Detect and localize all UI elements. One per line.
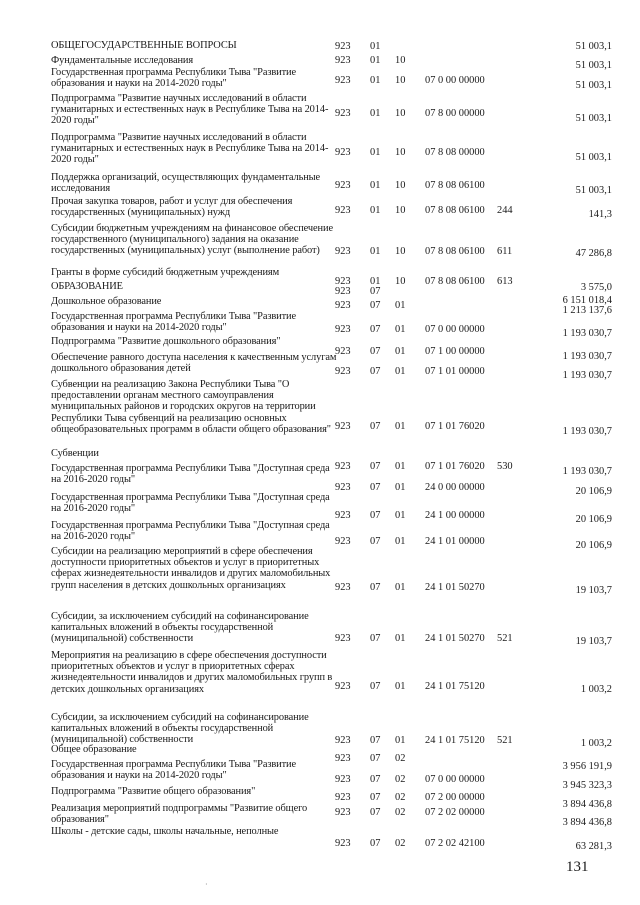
row-amount: 1 003,2 xyxy=(580,684,612,695)
row-code: 923 xyxy=(335,246,351,257)
row-subsection: 10 xyxy=(395,246,406,257)
row-subsection: 10 xyxy=(395,205,406,216)
row-name: Подпрограмма "Развитие общего образования" xyxy=(51,786,256,797)
row-amount: 1 193 030,7 xyxy=(562,351,612,362)
row-amount: 6 151 018,4 xyxy=(562,295,612,306)
row-amount: 1 193 030,7 xyxy=(562,370,612,381)
row-target: 24 1 00 00000 xyxy=(425,510,485,521)
row-code: 923 xyxy=(335,753,351,764)
row-subsection: 01 xyxy=(395,735,406,746)
row-amount: 20 106,9 xyxy=(575,540,612,551)
row-name: Поддержка организаций, осуществляющих фундаментальные исследования xyxy=(51,172,321,195)
row-code: 923 xyxy=(335,366,351,377)
row-subsection: 02 xyxy=(395,774,406,785)
row-target: 07 0 00 00000 xyxy=(425,75,485,86)
row-amount: 3 956 191,9 xyxy=(562,761,612,772)
row-section: 01 xyxy=(370,75,381,86)
row-target: 07 0 00 00000 xyxy=(425,774,485,785)
row-name: Подпрограмма "Развитие научных исследований в области гуманитарных и естественных наук в Республике Тыва на 2014-2020 годы" xyxy=(51,132,329,166)
row-type: 521 xyxy=(497,633,513,644)
row-subsection: 10 xyxy=(395,55,406,66)
row-amount: 141,3 xyxy=(588,209,612,220)
row-amount: 47 286,8 xyxy=(575,248,612,259)
row-code: 923 xyxy=(335,510,351,521)
row-target: 07 1 01 76020 xyxy=(425,421,485,432)
row-section: 07 xyxy=(370,735,381,746)
row-subsection: 01 xyxy=(395,482,406,493)
row-code: 923 xyxy=(335,633,351,644)
row-target: 07 8 08 00000 xyxy=(425,147,485,158)
row-section: 07 xyxy=(370,324,381,335)
row-code: 923 xyxy=(335,807,351,818)
row-type: 530 xyxy=(497,461,513,472)
row-amount: 1 193 030,7 xyxy=(562,426,612,437)
row-type: 244 xyxy=(497,205,513,216)
row-section: 01 xyxy=(370,108,381,119)
row-name: Субсидии бюджетным учреждениям на финансовое обеспечение государственного (муниципального) задания на оказание государственных (муниципальных) услуг (выполнение работ) xyxy=(51,223,333,257)
row-target: 07 8 00 00000 xyxy=(425,108,485,119)
row-name: Прочая закупка товаров, работ и услуг для обеспечения государственных (муниципальных) нужд xyxy=(51,196,293,219)
row-amount: 3 894 436,8 xyxy=(562,799,612,810)
row-target: 24 0 00 00000 xyxy=(425,482,485,493)
row-section: 07 xyxy=(370,807,381,818)
row-amount: 51 003,1 xyxy=(575,185,612,196)
row-name: Государственная программа Республики Тыва "Развитие образования и науки на 2014-2020 годы" xyxy=(51,311,297,334)
row-amount: 1 193 030,7 xyxy=(562,466,612,477)
row-target: 07 8 08 06100 xyxy=(425,180,485,191)
row-amount: 51 003,1 xyxy=(575,80,612,91)
row-target: 24 1 01 75120 xyxy=(425,681,485,692)
row-target: 07 1 01 76020 xyxy=(425,461,485,472)
row-target: 07 0 00 00000 xyxy=(425,324,485,335)
row-code: 923 xyxy=(335,286,351,297)
row-section: 01 xyxy=(370,276,381,287)
row-subsection: 10 xyxy=(395,75,406,86)
row-section: 07 xyxy=(370,633,381,644)
row-section: 01 xyxy=(370,205,381,216)
row-section: 01 xyxy=(370,55,381,66)
row-name: Государственная программа Республики Тыва "Доступная среда на 2016-2020 годы" xyxy=(51,463,330,486)
row-name: Субсидии на реализацию мероприятий в сфере обеспечения доступности приоритетных объектов и услуг в приоритетных сферах жизнедеятельности инвалидов и других маломобильных групп населения в детских дошкольных организациях xyxy=(51,546,331,591)
row-name: Дошкольное образование xyxy=(51,296,162,307)
row-section: 07 xyxy=(370,300,381,311)
row-section: 07 xyxy=(370,753,381,764)
row-amount: 20 106,9 xyxy=(575,514,612,525)
row-target: 07 8 08 06100 xyxy=(425,205,485,216)
row-section: 07 xyxy=(370,838,381,849)
row-target: 24 1 01 00000 xyxy=(425,536,485,547)
row-target: 07 1 00 00000 xyxy=(425,346,485,357)
row-subsection: 10 xyxy=(395,147,406,158)
row-target: 07 8 08 06100 xyxy=(425,246,485,257)
row-amount: 19 103,7 xyxy=(575,636,612,647)
row-target: 24 1 01 75120 xyxy=(425,735,485,746)
row-subsection: 02 xyxy=(395,753,406,764)
row-name: Субсидии, за исключением субсидий на софинансирование капитальных вложений в объекты государственной (муниципальной) собственности xyxy=(51,611,309,645)
row-code: 923 xyxy=(335,300,351,311)
row-amount: 3 945 323,3 xyxy=(562,780,612,791)
row-code: 923 xyxy=(335,276,351,287)
row-type: 611 xyxy=(497,246,513,257)
row-section: 07 xyxy=(370,681,381,692)
row-code: 923 xyxy=(335,346,351,357)
row-subsection: 02 xyxy=(395,838,406,849)
row-section: 01 xyxy=(370,180,381,191)
row-code: 923 xyxy=(335,324,351,335)
row-subsection: 10 xyxy=(395,276,406,287)
row-code: 923 xyxy=(335,792,351,803)
row-amount: 3 575,0 xyxy=(580,282,612,293)
row-subsection: 10 xyxy=(395,180,406,191)
row-subsection: 01 xyxy=(395,346,406,357)
row-name: Фундаментальные исследования xyxy=(51,55,194,66)
row-subsection: 01 xyxy=(395,582,406,593)
row-name: Государственная программа Республики Тыва "Доступная среда на 2016-2020 годы" xyxy=(51,492,330,515)
row-section: 01 xyxy=(370,41,381,52)
row-code: 923 xyxy=(335,75,351,86)
row-code: 923 xyxy=(335,147,351,158)
row-name: Подпрограмма "Развитие дошкольного образования" xyxy=(51,336,281,347)
row-code: 923 xyxy=(335,536,351,547)
row-name: Субвенции xyxy=(51,448,99,459)
row-name: Общее образование xyxy=(51,744,137,755)
row-code: 923 xyxy=(335,482,351,493)
row-name: Мероприятия на реализацию в сфере обеспечения доступности приоритетных объектов и услуг в приоритетных сферах жизнедеятельности инвалидов и других маломобильных групп в детских дошкольных организациях xyxy=(51,650,333,695)
row-amount: 1 213 137,6 xyxy=(562,305,612,316)
row-section: 07 xyxy=(370,510,381,521)
row-section: 07 xyxy=(370,461,381,472)
row-amount: 3 894 436,8 xyxy=(562,817,612,828)
row-section: 07 xyxy=(370,536,381,547)
row-name: Субвенции на реализацию Закона Республики Тыва "О предоставлении органам местного самоуправления муниципальных районов и городских округов на территории Республики Тыва субвенций на реализацию основных общеобразовательных программ в области общего образования" xyxy=(51,379,331,435)
row-target: 07 1 01 00000 xyxy=(425,366,485,377)
row-subsection: 01 xyxy=(395,324,406,335)
row-name: Гранты в форме субсидий бюджетным учреждениям xyxy=(51,267,280,278)
row-target: 07 2 00 00000 xyxy=(425,792,485,803)
row-subsection: 10 xyxy=(395,108,406,119)
row-code: 923 xyxy=(335,421,351,432)
row-subsection: 01 xyxy=(395,536,406,547)
row-code: 923 xyxy=(335,838,351,849)
row-section: 07 xyxy=(370,582,381,593)
row-target: 24 1 01 50270 xyxy=(425,633,485,644)
row-code: 923 xyxy=(335,681,351,692)
row-code: 923 xyxy=(335,774,351,785)
row-name: Государственная программа Республики Тыва "Доступная среда на 2016-2020 годы" xyxy=(51,520,330,543)
row-name: Подпрограмма "Развитие научных исследований в области гуманитарных и естественных наук в Республике Тыва на 2014-2020 годы" xyxy=(51,93,329,127)
row-subsection: 01 xyxy=(395,681,406,692)
row-code: 923 xyxy=(335,41,351,52)
row-amount: 51 003,1 xyxy=(575,113,612,124)
row-amount: 19 103,7 xyxy=(575,585,612,596)
row-section: 07 xyxy=(370,774,381,785)
row-subsection: 01 xyxy=(395,510,406,521)
row-target: 07 2 02 00000 xyxy=(425,807,485,818)
row-amount: 20 106,9 xyxy=(575,486,612,497)
row-name: Государственная программа Республики Тыва "Развитие образования и науки на 2014-2020 годы" xyxy=(51,67,297,90)
row-type: 521 xyxy=(497,735,513,746)
row-code: 923 xyxy=(335,582,351,593)
row-code: 923 xyxy=(335,180,351,191)
row-amount: 51 003,1 xyxy=(575,60,612,71)
row-section: 07 xyxy=(370,482,381,493)
row-subsection: 01 xyxy=(395,461,406,472)
row-amount: 51 003,1 xyxy=(575,152,612,163)
row-name: ОБЩЕГОСУДАРСТВЕННЫЕ ВОПРОСЫ xyxy=(51,40,237,51)
row-name: Субсидии, за исключением субсидий на софинансирование капитальных вложений в объекты государственной (муниципальной) собственности xyxy=(51,712,309,746)
row-name: Обеспечение равного доступа населения к качественным услугам дошкольного образования детей xyxy=(51,352,337,375)
row-section: 07 xyxy=(370,346,381,357)
row-section: 07 xyxy=(370,421,381,432)
row-name: Школы - детские сады, школы начальные, неполные xyxy=(51,826,279,837)
row-target: 24 1 01 50270 xyxy=(425,582,485,593)
row-code: 923 xyxy=(335,735,351,746)
row-subsection: 01 xyxy=(395,366,406,377)
row-section: 07 xyxy=(370,286,381,297)
row-amount: 51 003,1 xyxy=(575,41,612,52)
row-code: 923 xyxy=(335,55,351,66)
row-subsection: 02 xyxy=(395,807,406,818)
row-name: Реализация мероприятий подпрограммы "Развитие общего образования" xyxy=(51,803,308,826)
row-code: 923 xyxy=(335,205,351,216)
row-subsection: 02 xyxy=(395,792,406,803)
row-target: 07 8 08 06100 xyxy=(425,276,485,287)
row-target: 07 2 02 42100 xyxy=(425,838,485,849)
row-section: 07 xyxy=(370,366,381,377)
footer-mark: · xyxy=(205,880,208,889)
row-amount: 1 003,2 xyxy=(580,738,612,749)
row-name: Государственная программа Республики Тыва "Развитие образования и науки на 2014-2020 годы" xyxy=(51,759,297,782)
row-type: 613 xyxy=(497,276,513,287)
row-section: 07 xyxy=(370,792,381,803)
page-number: 131 xyxy=(566,859,589,875)
row-subsection: 01 xyxy=(395,421,406,432)
row-name: ОБРАЗОВАНИЕ xyxy=(51,281,123,292)
row-subsection: 01 xyxy=(395,300,406,311)
row-section: 01 xyxy=(370,246,381,257)
row-section: 01 xyxy=(370,147,381,158)
row-subsection: 01 xyxy=(395,633,406,644)
row-code: 923 xyxy=(335,108,351,119)
row-code: 923 xyxy=(335,461,351,472)
row-amount: 63 281,3 xyxy=(575,841,612,852)
row-amount: 1 193 030,7 xyxy=(562,328,612,339)
